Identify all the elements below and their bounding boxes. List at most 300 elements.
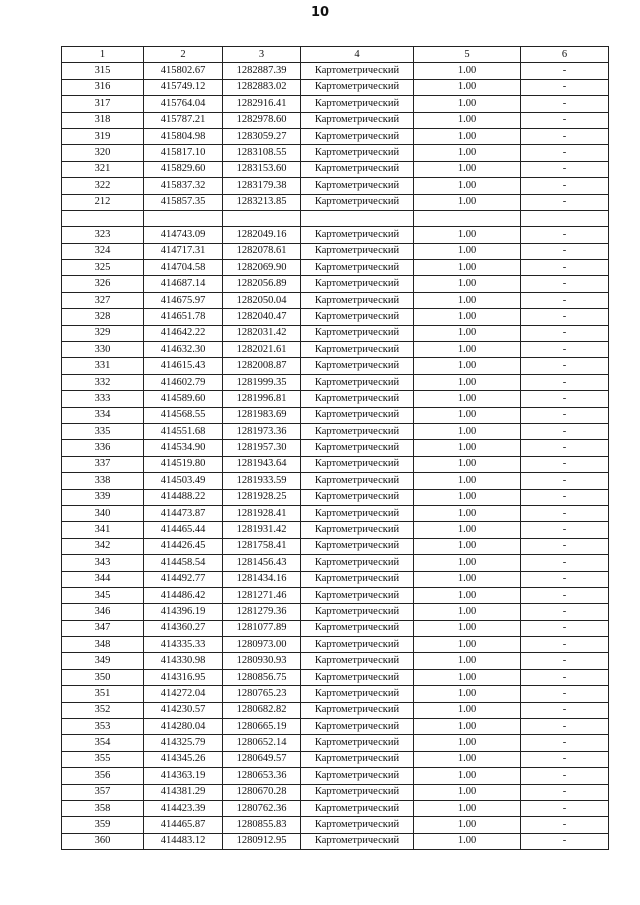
y-coordinate-cell: 1280670.28 [223,784,301,800]
table-row [62,227,609,243]
point-number-cell: 348 [62,637,144,653]
x-coordinate-cell: 414360.27 [144,620,223,636]
x-coordinate-cell: 414465.87 [144,817,223,833]
table-row [62,325,609,341]
x-coordinate-cell: 414345.26 [144,751,223,767]
point-number-cell: 352 [62,702,144,718]
table-row [62,63,609,79]
x-coordinate-cell: 414335.33 [144,637,223,653]
description-cell: - [521,620,609,636]
table-header [62,47,609,63]
table-row [62,637,609,653]
table-row [62,538,609,554]
point-number-cell: 351 [62,686,144,702]
column-header-x: 2 [144,47,223,63]
y-coordinate-cell: 1283059.27 [223,128,301,144]
method-cell: Картометрический [301,735,414,751]
precision-cell: 1.00 [414,63,521,79]
table-row [62,79,609,95]
x-coordinate-cell: 414675.97 [144,292,223,308]
description-cell: - [521,63,609,79]
method-cell: Картометрический [301,440,414,456]
method-cell: Картометрический [301,145,414,161]
method-cell: Картометрический [301,79,414,95]
precision-cell: 1.00 [414,423,521,439]
description-cell: - [521,669,609,685]
header-row [62,47,609,63]
description-cell: - [521,456,609,472]
y-coordinate-cell: 1282008.87 [223,358,301,374]
description-cell: - [521,391,609,407]
x-coordinate-cell: 414363.19 [144,768,223,784]
x-coordinate-cell: 414651.78 [144,309,223,325]
point-number-cell: 323 [62,227,144,243]
y-coordinate-cell: 1281973.36 [223,423,301,439]
point-number-cell: 343 [62,555,144,571]
x-coordinate-cell: 414632.30 [144,342,223,358]
description-cell: - [521,637,609,653]
precision-cell: 1.00 [414,833,521,849]
point-number-cell: 212 [62,194,144,210]
x-coordinate-cell: 414230.57 [144,702,223,718]
x-coordinate-cell: 415837.32 [144,178,223,194]
point-number-cell: 359 [62,817,144,833]
method-cell: Картометрический [301,391,414,407]
point-number-cell: 341 [62,522,144,538]
x-coordinate-cell: 414381.29 [144,784,223,800]
y-coordinate-cell: 1281279.36 [223,604,301,620]
description-cell: - [521,489,609,505]
x-coordinate-cell: 415764.04 [144,96,223,112]
method-cell: Картометрический [301,571,414,587]
x-coordinate-cell: 414396.19 [144,604,223,620]
description-cell: - [521,243,609,259]
method-cell: Картометрический [301,96,414,112]
precision-cell: 1.00 [414,292,521,308]
precision-cell: 1.00 [414,817,521,833]
precision-cell: 1.00 [414,325,521,341]
method-cell: Картометрический [301,407,414,423]
precision-cell: 1.00 [414,505,521,521]
point-number-cell: 321 [62,161,144,177]
method-cell: Картометрический [301,489,414,505]
table-row [62,358,609,374]
precision-cell: 1.00 [414,800,521,816]
point-number-cell: 317 [62,96,144,112]
x-coordinate-cell: 414280.04 [144,719,223,735]
point-number-cell: 346 [62,604,144,620]
precision-cell: 1.00 [414,178,521,194]
description-cell: - [521,128,609,144]
coordinates-table [61,46,609,850]
blank-separator-row [62,210,609,226]
precision-cell: 1.00 [414,243,521,259]
table-row [62,669,609,685]
method-cell: Картометрический [301,309,414,325]
method-cell: Картометрический [301,112,414,128]
y-coordinate-cell: 1282916.41 [223,96,301,112]
table-row [62,112,609,128]
description-cell: - [521,555,609,571]
precision-cell: 1.00 [414,604,521,620]
x-coordinate-cell: 414503.49 [144,473,223,489]
table-row [62,653,609,669]
precision-cell: 1.00 [414,407,521,423]
description-cell: - [521,735,609,751]
method-cell: Картометрический [301,358,414,374]
method-cell: Картометрический [301,374,414,390]
point-number-cell: 349 [62,653,144,669]
table-row [62,440,609,456]
x-coordinate-cell: 414642.22 [144,325,223,341]
table-row [62,178,609,194]
method-cell: Картометрический [301,178,414,194]
y-coordinate-cell: 1281271.46 [223,587,301,603]
method-cell: Картометрический [301,227,414,243]
x-coordinate-cell: 414568.55 [144,407,223,423]
precision-cell: 1.00 [414,784,521,800]
x-coordinate-cell: 414458.54 [144,555,223,571]
x-coordinate-cell: 414615.43 [144,358,223,374]
method-cell: Картометрический [301,669,414,685]
y-coordinate-cell: 1280649.57 [223,751,301,767]
precision-cell: 1.00 [414,161,521,177]
precision-cell: 1.00 [414,620,521,636]
x-coordinate-cell: 414492.77 [144,571,223,587]
description-cell: - [521,309,609,325]
point-number-cell: 325 [62,260,144,276]
point-number-cell: 347 [62,620,144,636]
y-coordinate-cell: 1281928.25 [223,489,301,505]
method-cell: Картометрический [301,587,414,603]
precision-cell: 1.00 [414,735,521,751]
precision-cell: 1.00 [414,358,521,374]
y-coordinate-cell: 1280930.93 [223,653,301,669]
y-coordinate-cell: 1282021.61 [223,342,301,358]
y-coordinate-cell: 1280652.14 [223,735,301,751]
precision-cell: 1.00 [414,276,521,292]
description-cell: - [521,751,609,767]
y-coordinate-cell: 1280665.19 [223,719,301,735]
x-coordinate-cell: 414687.14 [144,276,223,292]
empty-cell [144,210,223,226]
table-row [62,456,609,472]
page-number: 10 [310,5,330,20]
point-number-cell: 358 [62,800,144,816]
method-cell: Картометрический [301,292,414,308]
y-coordinate-cell: 1280762.36 [223,800,301,816]
table-row [62,800,609,816]
point-number-cell: 320 [62,145,144,161]
description-cell: - [521,292,609,308]
description-cell: - [521,161,609,177]
description-cell: - [521,800,609,816]
method-cell: Картометрический [301,505,414,521]
x-coordinate-cell: 415857.35 [144,194,223,210]
description-cell: - [521,833,609,849]
point-number-cell: 319 [62,128,144,144]
description-cell: - [521,538,609,554]
x-coordinate-cell: 414325.79 [144,735,223,751]
precision-cell: 1.00 [414,145,521,161]
x-coordinate-cell: 414483.12 [144,833,223,849]
point-number-cell: 357 [62,784,144,800]
table-row [62,620,609,636]
empty-cell [414,210,521,226]
description-cell: - [521,653,609,669]
precision-cell: 1.00 [414,522,521,538]
description-cell: - [521,407,609,423]
precision-cell: 1.00 [414,194,521,210]
precision-cell: 1.00 [414,96,521,112]
description-cell: - [521,604,609,620]
precision-cell: 1.00 [414,456,521,472]
table-body [62,63,609,850]
point-number-cell: 336 [62,440,144,456]
table-row [62,571,609,587]
description-cell: - [521,571,609,587]
method-cell: Картометрический [301,538,414,554]
y-coordinate-cell: 1281456.43 [223,555,301,571]
table-row [62,555,609,571]
point-number-cell: 339 [62,489,144,505]
precision-cell: 1.00 [414,391,521,407]
y-coordinate-cell: 1281999.35 [223,374,301,390]
description-cell: - [521,505,609,521]
precision-cell: 1.00 [414,637,521,653]
y-coordinate-cell: 1280856.75 [223,669,301,685]
table-row [62,522,609,538]
table-row [62,96,609,112]
x-coordinate-cell: 415787.21 [144,112,223,128]
precision-cell: 1.00 [414,686,521,702]
x-coordinate-cell: 415804.98 [144,128,223,144]
description-cell: - [521,227,609,243]
y-coordinate-cell: 1282056.89 [223,276,301,292]
y-coordinate-cell: 1280912.95 [223,833,301,849]
description-cell: - [521,522,609,538]
x-coordinate-cell: 414519.80 [144,456,223,472]
table-row [62,768,609,784]
point-number-cell: 315 [62,63,144,79]
x-coordinate-cell: 414423.39 [144,800,223,816]
precision-cell: 1.00 [414,227,521,243]
table-row [62,489,609,505]
point-number-cell: 324 [62,243,144,259]
precision-cell: 1.00 [414,555,521,571]
method-cell: Картометрический [301,243,414,259]
precision-cell: 1.00 [414,128,521,144]
point-number-cell: 322 [62,178,144,194]
method-cell: Картометрический [301,325,414,341]
y-coordinate-cell: 1282049.16 [223,227,301,243]
table-row [62,817,609,833]
table-row [62,423,609,439]
x-coordinate-cell: 414602.79 [144,374,223,390]
y-coordinate-cell: 1283179.38 [223,178,301,194]
description-cell: - [521,702,609,718]
y-coordinate-cell: 1282040.47 [223,309,301,325]
method-cell: Картометрический [301,522,414,538]
table-row [62,292,609,308]
empty-cell [62,210,144,226]
point-number-cell: 333 [62,391,144,407]
method-cell: Картометрический [301,817,414,833]
description-cell: - [521,276,609,292]
method-cell: Картометрический [301,719,414,735]
method-cell: Картометрический [301,637,414,653]
column-header-point-number: 1 [62,47,144,63]
y-coordinate-cell: 1281434.16 [223,571,301,587]
y-coordinate-cell: 1283108.55 [223,145,301,161]
description-cell: - [521,686,609,702]
y-coordinate-cell: 1281933.59 [223,473,301,489]
precision-cell: 1.00 [414,473,521,489]
y-coordinate-cell: 1282078.61 [223,243,301,259]
table-row [62,243,609,259]
point-number-cell: 342 [62,538,144,554]
table-row [62,407,609,423]
y-coordinate-cell: 1281983.69 [223,407,301,423]
point-number-cell: 334 [62,407,144,423]
method-cell: Картометрический [301,800,414,816]
description-cell: - [521,260,609,276]
precision-cell: 1.00 [414,571,521,587]
point-number-cell: 338 [62,473,144,489]
table-row [62,604,609,620]
y-coordinate-cell: 1282069.90 [223,260,301,276]
column-header-y: 3 [223,47,301,63]
description-cell: - [521,325,609,341]
method-cell: Картометрический [301,653,414,669]
x-coordinate-cell: 414488.22 [144,489,223,505]
table-row [62,751,609,767]
point-number-cell: 344 [62,571,144,587]
y-coordinate-cell: 1281943.64 [223,456,301,472]
y-coordinate-cell: 1280765.23 [223,686,301,702]
point-number-cell: 330 [62,342,144,358]
description-cell: - [521,719,609,735]
table-row [62,276,609,292]
method-cell: Картометрический [301,473,414,489]
x-coordinate-cell: 414272.04 [144,686,223,702]
x-coordinate-cell: 414717.31 [144,243,223,259]
description-cell: - [521,587,609,603]
method-cell: Картометрический [301,620,414,636]
description-cell: - [521,145,609,161]
method-cell: Картометрический [301,342,414,358]
description-cell: - [521,473,609,489]
table-row [62,833,609,849]
precision-cell: 1.00 [414,440,521,456]
point-number-cell: 345 [62,587,144,603]
description-cell: - [521,79,609,95]
precision-cell: 1.00 [414,374,521,390]
precision-cell: 1.00 [414,260,521,276]
precision-cell: 1.00 [414,669,521,685]
table-row [62,686,609,702]
precision-cell: 1.00 [414,587,521,603]
description-cell: - [521,358,609,374]
x-coordinate-cell: 414316.95 [144,669,223,685]
point-number-cell: 332 [62,374,144,390]
precision-cell: 1.00 [414,653,521,669]
precision-cell: 1.00 [414,79,521,95]
x-coordinate-cell: 414465.44 [144,522,223,538]
y-coordinate-cell: 1283153.60 [223,161,301,177]
method-cell: Картометрический [301,276,414,292]
x-coordinate-cell: 415817.10 [144,145,223,161]
table-row [62,391,609,407]
x-coordinate-cell: 414589.60 [144,391,223,407]
table-row [62,473,609,489]
y-coordinate-cell: 1282031.42 [223,325,301,341]
y-coordinate-cell: 1282883.02 [223,79,301,95]
method-cell: Картометрический [301,63,414,79]
point-number-cell: 356 [62,768,144,784]
description-cell: - [521,342,609,358]
y-coordinate-cell: 1283213.85 [223,194,301,210]
table-row [62,702,609,718]
y-coordinate-cell: 1281931.42 [223,522,301,538]
precision-cell: 1.00 [414,538,521,554]
y-coordinate-cell: 1280973.00 [223,637,301,653]
x-coordinate-cell: 414330.98 [144,653,223,669]
method-cell: Картометрический [301,555,414,571]
point-number-cell: 360 [62,833,144,849]
method-cell: Картометрический [301,784,414,800]
x-coordinate-cell: 415802.67 [144,63,223,79]
y-coordinate-cell: 1282978.60 [223,112,301,128]
column-header-description: 6 [521,47,609,63]
method-cell: Картометрический [301,194,414,210]
x-coordinate-cell: 414486.42 [144,587,223,603]
precision-cell: 1.00 [414,112,521,128]
point-number-cell: 329 [62,325,144,341]
description-cell: - [521,817,609,833]
y-coordinate-cell: 1281928.41 [223,505,301,521]
table-row [62,587,609,603]
table-row [62,128,609,144]
table-row [62,735,609,751]
column-header-precision: 5 [414,47,521,63]
empty-cell [521,210,609,226]
precision-cell: 1.00 [414,751,521,767]
table-row [62,374,609,390]
precision-cell: 1.00 [414,489,521,505]
method-cell: Картометрический [301,260,414,276]
description-cell: - [521,194,609,210]
empty-cell [301,210,414,226]
point-number-cell: 355 [62,751,144,767]
x-coordinate-cell: 414743.09 [144,227,223,243]
point-number-cell: 335 [62,423,144,439]
y-coordinate-cell: 1280855.83 [223,817,301,833]
description-cell: - [521,440,609,456]
method-cell: Картометрический [301,768,414,784]
y-coordinate-cell: 1280653.36 [223,768,301,784]
y-coordinate-cell: 1281758.41 [223,538,301,554]
table-row [62,505,609,521]
table-row [62,784,609,800]
method-cell: Картометрический [301,423,414,439]
point-number-cell: 318 [62,112,144,128]
empty-cell [223,210,301,226]
description-cell: - [521,784,609,800]
column-header-method: 4 [301,47,414,63]
method-cell: Картометрический [301,686,414,702]
y-coordinate-cell: 1280682.82 [223,702,301,718]
